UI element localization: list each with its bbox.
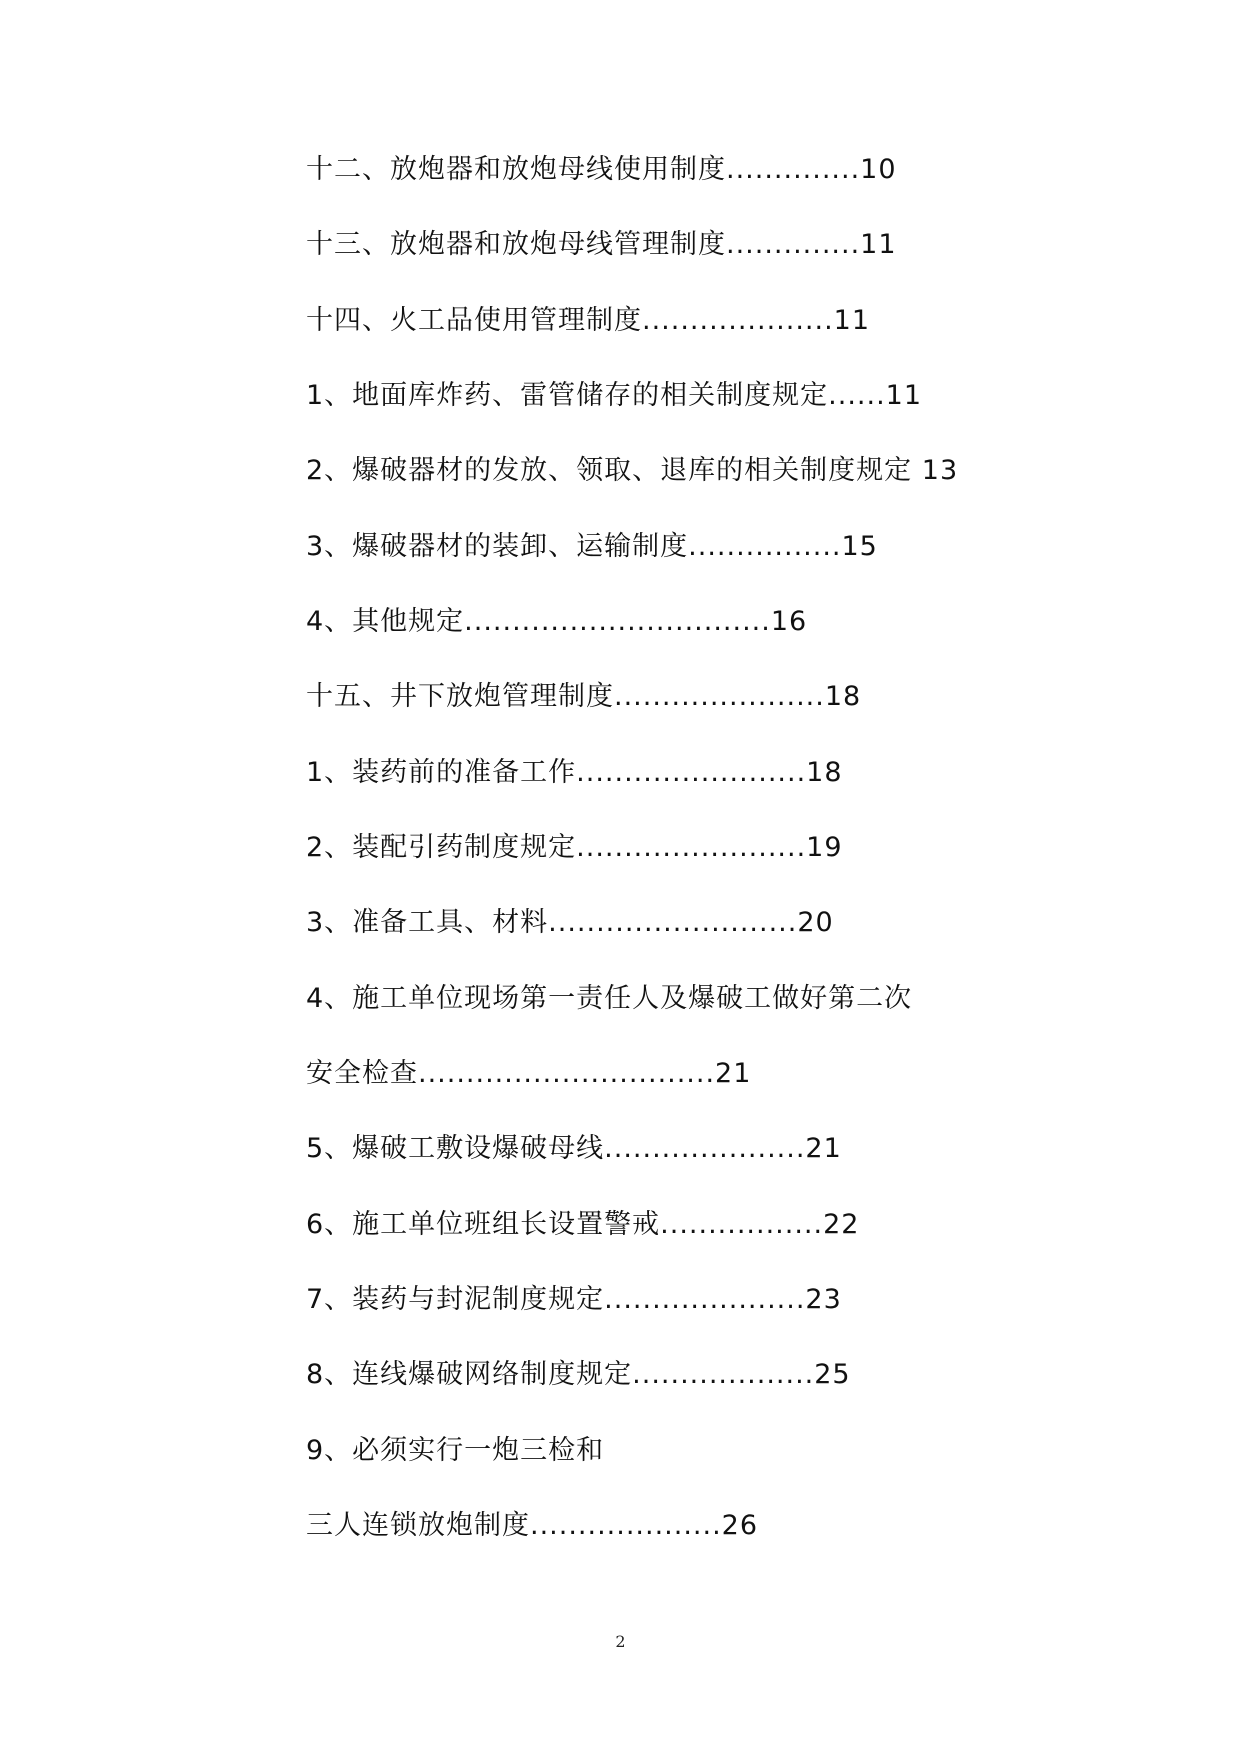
toc-entry: 1、装药前的准备工作........................18 xyxy=(306,757,843,788)
toc-entry: 十四、火工品使用管理制度....................11 xyxy=(306,305,871,336)
toc-entry: 十五、井下放炮管理制度......................18 xyxy=(306,681,862,712)
toc-entry: 十三、放炮器和放炮母线管理制度..............11 xyxy=(306,229,897,260)
toc-entry: 4、施工单位现场第一责任人及爆破工做好第二次 xyxy=(306,983,913,1014)
toc-entry: 7、装药与封泥制度规定.....................23 xyxy=(306,1284,842,1315)
toc-entry: 8、连线爆破网络制度规定...................25 xyxy=(306,1359,851,1390)
toc-entry: 9、必须实行一炮三检和 xyxy=(306,1435,605,1466)
toc-entry: 2、爆破器材的发放、领取、退库的相关制度规定 13 xyxy=(306,455,959,486)
toc-entry: 3、爆破器材的装卸、运输制度................15 xyxy=(306,531,878,562)
toc-entry-continuation: 安全检查...............................21 xyxy=(306,1058,752,1089)
toc-entry: 3、准备工具、材料..........................20 xyxy=(306,907,834,938)
toc-entry: 十二、放炮器和放炮母线使用制度..............10 xyxy=(306,154,897,185)
page-number: 2 xyxy=(615,1632,626,1651)
toc-entry: 1、地面库炸药、雷管储存的相关制度规定......11 xyxy=(306,380,923,411)
toc-entry-continuation: 三人连锁放炮制度....................26 xyxy=(306,1510,759,1541)
toc-entry: 2、装配引药制度规定........................19 xyxy=(306,832,843,863)
toc-entry: 6、施工单位班组长设置警戒.................22 xyxy=(306,1209,860,1240)
toc-entry: 4、其他规定................................16 xyxy=(306,606,808,637)
toc-entry: 5、爆破工敷设爆破母线.....................21 xyxy=(306,1133,842,1164)
